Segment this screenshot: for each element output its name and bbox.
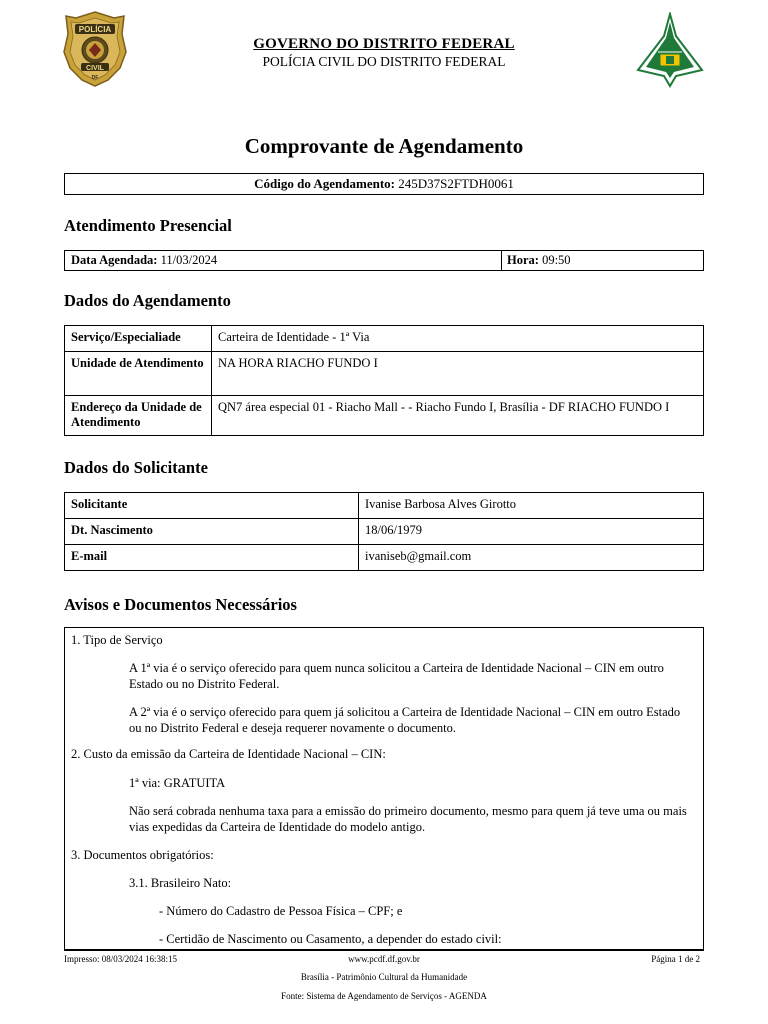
appointment-date [71, 251, 217, 270]
appointment-code-value: 245D37S2FTDH0061 [398, 176, 514, 191]
notice-paragraph: 1ª via: GRATUITA [129, 776, 226, 790]
row-label: Solicitante [65, 493, 359, 519]
printed-timestamp: Impresso: 08/03/2024 16:38:15 [64, 954, 177, 964]
table-row [65, 493, 704, 519]
notice-list-item: - Número do Cadastro de Pessoa Física – CPF; e [159, 904, 403, 918]
appointment-date-row [64, 250, 704, 271]
police-subtitle: POLÍCIA CIVIL DO DISTRITO FEDERAL [262, 54, 506, 69]
table-row [65, 519, 704, 545]
appointment-code-box [64, 173, 704, 195]
footer-heritage: Brasília - Patrimônio Cultural da Humanidade [300, 972, 468, 982]
row-label: E-mail [65, 545, 359, 571]
section-title-appointment-details: Dados do Agendamento [64, 291, 231, 310]
svg-text:DF: DF [91, 75, 99, 81]
row-value: 18/06/1979 [359, 519, 704, 545]
notice-subheading: 3.1. Brasileiro Nato: [129, 876, 232, 890]
row-value: Carteira de Identidade - 1ª Via [212, 326, 704, 352]
distrito-federal-emblem [636, 12, 704, 88]
notice-paragraph: A 2ª via é o serviço oferecido para quem já solicitou a Carteira de Identidade Nacional – CIN em outro Estado ou no Distrito Federal e deseja requerer novamente o documento. [129, 705, 681, 735]
row-label: Dt. Nascimento [65, 519, 359, 545]
notice-heading: 3. Documentos obrigatórios: [71, 848, 214, 862]
time-value: 09:50 [542, 253, 571, 267]
row-value: Ivanise Barbosa Alves Girotto [359, 493, 704, 519]
table-row [65, 545, 704, 571]
time-label: Hora: [507, 253, 539, 267]
notice-heading: 1. Tipo de Serviço [71, 633, 163, 647]
footer-website: www.pcdf.df.gov.br [348, 954, 420, 964]
notice-heading: 2. Custo da emissão da Carteira de Identidade Nacional – CIN: [71, 747, 386, 761]
date-value: 11/03/2024 [160, 253, 218, 267]
appointment-time [507, 251, 571, 270]
notice-paragraph: Não será cobrada nenhuma taxa para a emissão do primeiro documento, mesmo para quem já teve uma ou mais vias expedidas da Carteira de Identidade do modelo antigo. [129, 804, 687, 834]
requester-table [64, 492, 704, 571]
notice-list-item: - Certidão de Nascimento ou Casamento, a depender do estado civil: [159, 932, 502, 946]
footer-source: Fonte: Sistema de Agendamento de Serviços - AGENDA [281, 991, 487, 1001]
date-time-divider [501, 251, 502, 270]
table-row [65, 326, 704, 352]
svg-text:POLÍCIA: POLÍCIA [78, 25, 112, 34]
row-label: Unidade de Atendimento [65, 352, 212, 396]
appointment-details-table [64, 325, 704, 436]
date-label: Data Agendada: [71, 253, 158, 267]
row-label: Serviço/Especialiade [65, 326, 212, 352]
section-title-notices: Avisos e Documentos Necessários [64, 595, 297, 614]
document-title: Comprovante de Agendamento [244, 134, 524, 158]
svg-text:CIVIL: CIVIL [86, 65, 104, 72]
notice-paragraph: A 1ª via é o serviço oferecido para quem nunca solicitou a Carteira de Identidade Nacional – CIN em outro Estado ou no Distrito Federal. [129, 661, 664, 691]
table-row [65, 352, 704, 396]
section-title-requester: Dados do Solicitante [64, 458, 208, 477]
row-value: NA HORA RIACHO FUNDO I [212, 352, 704, 396]
footer-divider [64, 949, 704, 951]
notices-box [64, 627, 704, 949]
table-row [65, 396, 704, 436]
appointment-code-label: Código do Agendamento: [254, 176, 396, 191]
row-label: Endereço da Unidade de Atendimento [65, 396, 212, 436]
row-value: ivaniseb@gmail.com [359, 545, 704, 571]
row-value: QN7 área especial 01 - Riacho Mall - - Riacho Fundo I, Brasília - DF RIACHO FUNDO I [212, 396, 704, 436]
page-number: Página 1 de 2 [651, 954, 700, 964]
government-title: GOVERNO DO DISTRITO FEDERAL [253, 36, 515, 52]
section-title-in-person: Atendimento Presencial [64, 216, 232, 235]
